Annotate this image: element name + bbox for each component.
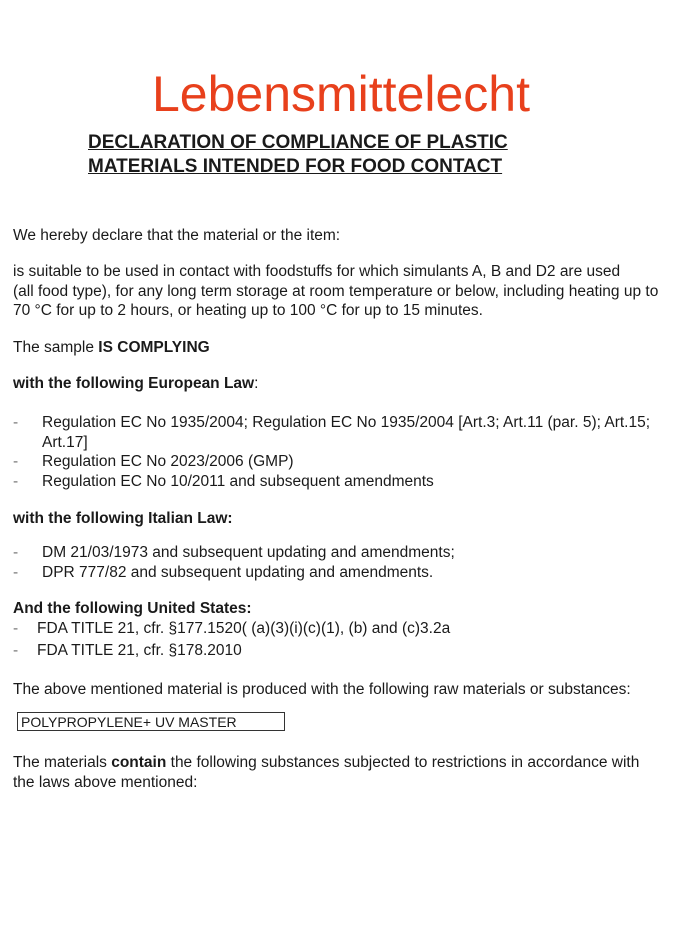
italian-law-list <box>13 543 681 582</box>
us-law-item: FDA TITLE 21, cfr. §178.2010 <box>37 641 242 659</box>
restrictions-line1-rest: the following substances subjected to restrictions in accordance with <box>166 754 640 771</box>
suitability-line1: is suitable to be used in contact with foodstuffs for which simulants A, B and D2 are used <box>13 263 621 280</box>
restrictions-text <box>13 753 681 792</box>
italian-law-item: DM 21/03/1973 and subsequent updating and amendments; <box>42 544 455 561</box>
sample-status <box>13 338 681 358</box>
restrictions-line1 <box>13 753 681 773</box>
raw-materials-text: The above mentioned material is produced with the following raw materials or substances: <box>13 681 631 698</box>
us-law-item: FDA TITLE 21, cfr. §177.1520( (a)(3)(i)(c)(1), (b) and (c)3.2a <box>37 620 451 637</box>
sample-status-value: IS COMPLYING <box>98 339 210 356</box>
european-law-item-line: Regulation EC No 10/2011 and subsequent amendments <box>42 472 434 490</box>
dash-bullet-icon: - <box>13 472 19 490</box>
restrictions-bold: contain <box>111 754 167 771</box>
list-item <box>13 543 681 563</box>
document-title: Lebensmittelecht <box>151 66 530 122</box>
declaration-heading-line2: MATERIALS INTENDED FOR FOOD CONTACT <box>88 156 503 177</box>
restrictions-line2: the laws above mentioned: <box>13 773 198 791</box>
list-item <box>13 452 681 472</box>
italian-law-heading: with the following Italian Law: <box>13 510 233 527</box>
european-law-item-line: Regulation EC No 2023/2006 (GMP) <box>42 453 294 470</box>
dash-bullet-icon: - <box>13 414 19 431</box>
european-law-item-line: Art.17] <box>42 433 88 451</box>
declaration-heading-line1: DECLARATION OF COMPLIANCE OF PLASTIC <box>88 132 508 153</box>
suitability-text <box>13 262 681 321</box>
suitability-line2: (all food type), for any long term storage at room temperature or below, including heating up to <box>13 282 659 300</box>
european-law-heading-colon: : <box>254 375 259 392</box>
dash-bullet-icon: - <box>13 641 19 659</box>
list-item <box>13 641 681 661</box>
list-item <box>13 619 681 639</box>
dash-bullet-icon: - <box>13 544 19 561</box>
dash-bullet-icon: - <box>13 453 19 470</box>
dash-bullet-icon: - <box>13 620 19 637</box>
european-law-heading-text: with the following European Law <box>13 375 255 392</box>
european-law-heading <box>13 374 681 394</box>
list-item <box>13 563 681 583</box>
list-item <box>13 472 681 492</box>
european-law-list <box>13 413 681 491</box>
italian-law-item: DPR 777/82 and subsequent updating and amendments. <box>42 563 434 581</box>
dash-bullet-icon: - <box>13 563 19 581</box>
european-law-item-line: Regulation EC No 1935/2004; Regulation EC No 1935/2004 [Art.3; Art.11 (par. 5); Art.15; <box>42 414 651 431</box>
us-law-heading: And the following United States: <box>13 600 252 617</box>
restrictions-prefix: The materials <box>13 754 112 771</box>
raw-materials-value-box: POLYPROPYLENE+ UV MASTER <box>17 712 285 731</box>
sample-prefix: The sample <box>13 339 99 356</box>
intro-text: We hereby declare that the material or the item: <box>13 227 341 244</box>
list-item <box>13 413 681 452</box>
us-law-list <box>13 619 681 660</box>
suitability-line3: 70 °C for up to 2 hours, or heating up to 100 °C for up to 15 minutes. <box>13 302 483 319</box>
declaration-heading <box>88 131 588 179</box>
